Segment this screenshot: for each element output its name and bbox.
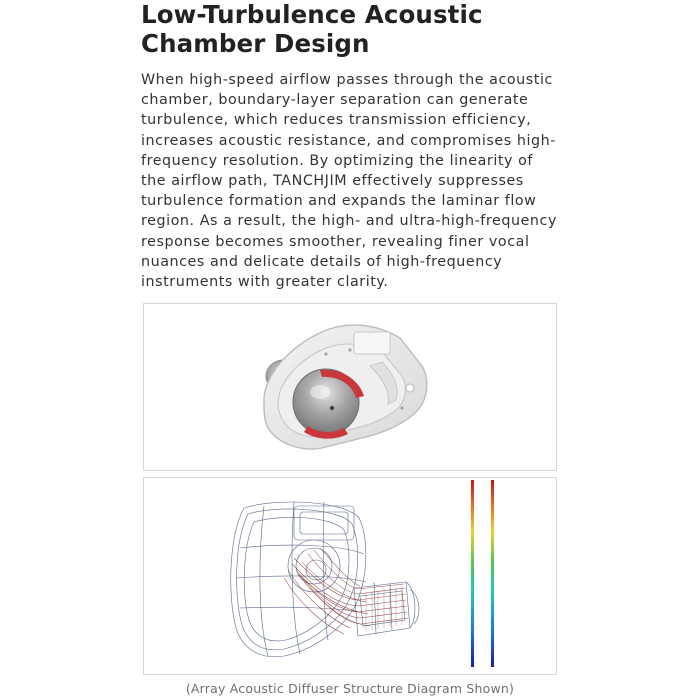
color-scale-bar-right [491,480,494,667]
airflow-simulation-figure [143,477,557,675]
chamber-cutaway-figure [143,303,557,471]
airflow-simulation-illustration [144,478,557,675]
airflow-streamlines [284,548,408,634]
description-paragraph: When high-speed airflow passes through the acoustic chamber, boundary-layer separation can generate turbulence, which reduces transmission efficiency, increases acoustic resistance, and compromises high-frequency resolution. By optimizing the linearity of the airflow path, TANCHJIM effectively suppresses turbulence formation and expands the laminar flow region. As a result, the high- and ultra-high-frequency response becomes smoother, revealing finer vocal nuances and delicate details of high-frequency instruments with greater clarity. [141,72,557,291]
streamline-hatching [366,586,402,630]
scale-ticks-left [475,508,477,663]
scale-ticks-right [495,486,497,646]
figure-caption: (Array Acoustic Diffuser Structure Diagram Shown) [185,681,515,696]
chamber-cutaway-illustration [144,304,557,471]
page-title: Low-Turbulence Acoustic Chamber Design [141,0,483,58]
driver-panel [354,332,390,354]
vent-hole [406,384,414,392]
wireframe-shell [231,502,419,657]
color-scale-bar-left [471,480,474,667]
